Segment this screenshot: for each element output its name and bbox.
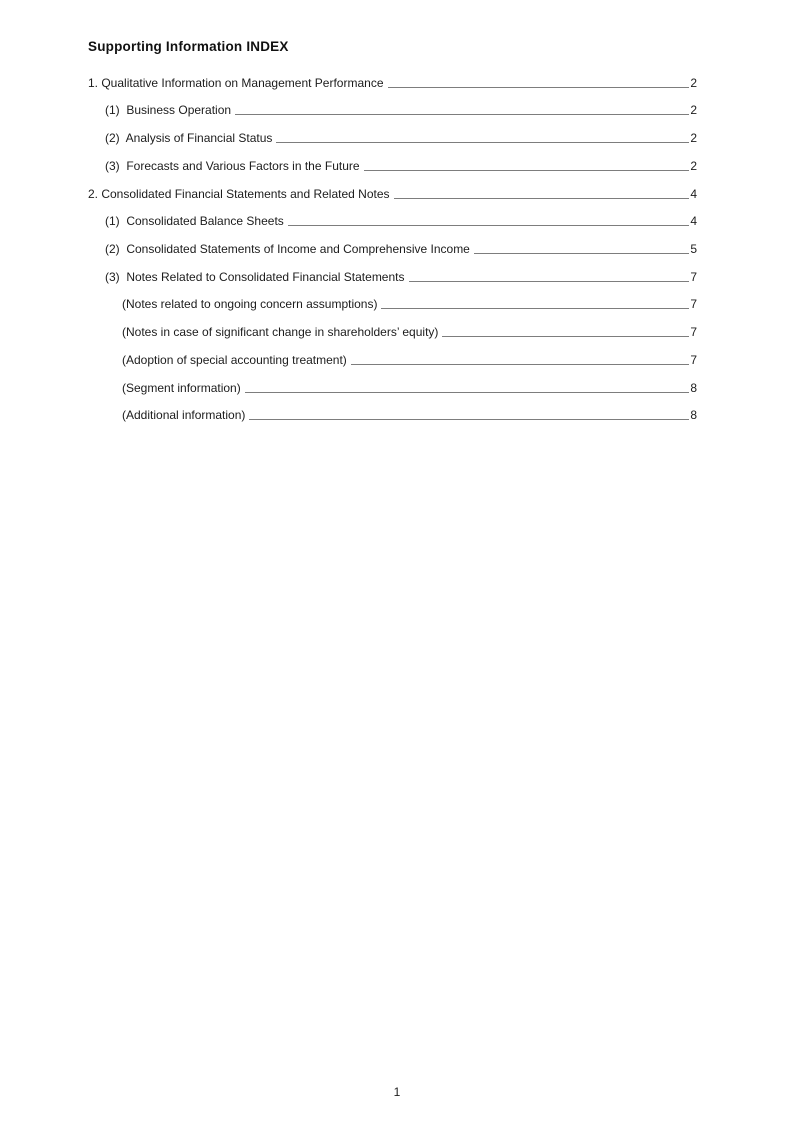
toc-page-number: 2 xyxy=(690,75,697,90)
toc-leader-line xyxy=(245,392,689,393)
toc-entry xyxy=(88,146,697,174)
toc-entry-text: (Notes in case of significant change in shareholders’ equity) xyxy=(122,325,439,340)
toc-entry-text: (Notes related to ongoing concern assumptions) xyxy=(122,297,378,312)
toc-page-number: 8 xyxy=(690,380,697,395)
toc-entry xyxy=(88,285,697,313)
toc-entry xyxy=(88,257,697,285)
toc-entry-text: 2. Consolidated Financial Statements and Related Notes xyxy=(88,186,390,201)
toc-entry xyxy=(88,202,697,230)
toc-leader-line xyxy=(235,114,689,115)
toc-entry xyxy=(88,340,697,368)
toc-leader-line xyxy=(474,253,689,254)
toc-page-number: 4 xyxy=(690,186,697,201)
toc-entry xyxy=(88,91,697,119)
toc-entry-text: (2) Consolidated Statements of Income and Comprehensive Income xyxy=(105,242,470,257)
toc-page-number: 7 xyxy=(690,325,697,340)
toc-entry xyxy=(88,229,697,257)
toc-leader-line xyxy=(249,419,689,420)
toc-entry xyxy=(88,174,697,202)
toc-entry-text: (Segment information) xyxy=(122,380,241,395)
toc-page-number: 7 xyxy=(690,297,697,312)
toc-entry xyxy=(88,118,697,146)
toc-entry xyxy=(88,396,697,424)
toc-page-number: 2 xyxy=(690,103,697,118)
toc-leader-line xyxy=(409,281,690,282)
toc-page-number: 7 xyxy=(690,269,697,284)
toc-entry-text: (1) Business Operation xyxy=(105,103,232,118)
toc-page-number: 8 xyxy=(690,408,697,423)
footer-page-number: 1 xyxy=(393,1085,401,1099)
toc-entry xyxy=(88,368,697,396)
toc-entry-text: (3) Notes Related to Consolidated Financial Statements xyxy=(105,269,405,284)
toc-entry xyxy=(88,63,697,91)
toc-page-number: 2 xyxy=(690,158,697,173)
toc-list xyxy=(88,63,697,423)
toc-leader-line xyxy=(364,170,689,171)
toc-page-number: 4 xyxy=(690,214,697,229)
toc-page-number: 7 xyxy=(690,352,697,367)
toc-leader-line xyxy=(394,198,689,199)
toc-leader-line xyxy=(381,308,689,309)
toc-entry xyxy=(88,312,697,340)
toc-entry-text: 1. Qualitative Information on Management Performance xyxy=(88,75,384,90)
toc-page-number: 5 xyxy=(690,242,697,257)
toc-leader-line xyxy=(276,142,689,143)
toc-entry-text: (2) Analysis of Financial Status xyxy=(105,131,273,146)
toc-entry-text: (1) Consolidated Balance Sheets xyxy=(105,214,284,229)
toc-leader-line xyxy=(288,225,689,226)
toc-page-number: 2 xyxy=(690,131,697,146)
toc-entry-text: (Adoption of special accounting treatment) xyxy=(122,352,347,367)
toc-leader-line xyxy=(442,336,689,337)
toc-entry-text: (3) Forecasts and Various Factors in the Future xyxy=(105,158,360,173)
page-title: Supporting Information INDEX xyxy=(88,39,289,54)
toc-leader-line xyxy=(388,87,690,88)
toc-entry-text: (Additional information) xyxy=(122,408,246,423)
toc-leader-line xyxy=(351,364,689,365)
